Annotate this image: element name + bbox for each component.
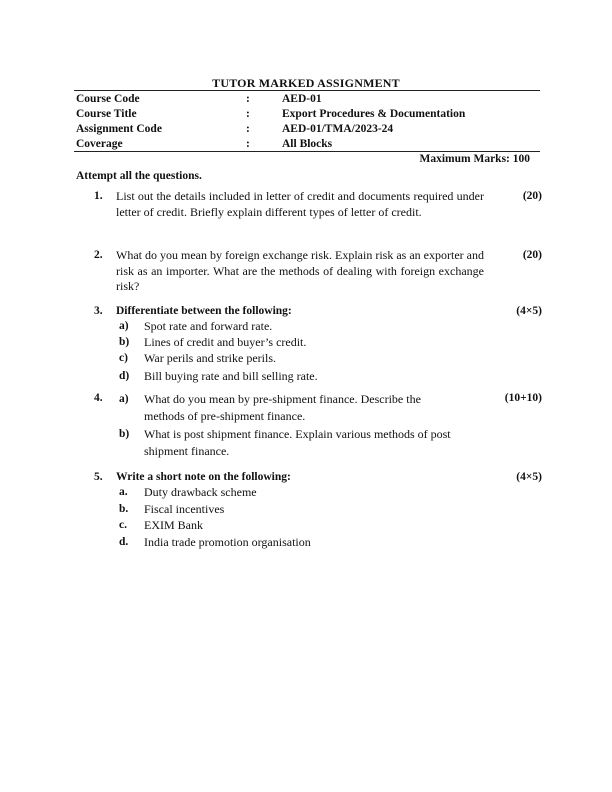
question-text: List out the details included in letter of credit and documents required under letter of credit. Briefly explain different types of letter of credit.: [116, 189, 484, 219]
sub-question-text: Fiscal incentives: [144, 502, 225, 516]
separator-colon: :: [246, 92, 250, 105]
question-number: 2.: [94, 249, 103, 261]
course-info-table: [74, 90, 540, 152]
separator-colon: :: [246, 107, 250, 120]
assignment-code-row: [74, 121, 540, 136]
separator-colon: :: [246, 122, 250, 135]
coverage-value: All Blocks: [282, 137, 333, 150]
sub-question-label: b): [119, 428, 130, 440]
question-marks: (20): [522, 190, 542, 202]
question-number: 3.: [94, 305, 103, 317]
sub-question-label: c): [119, 352, 128, 364]
separator-colon: :: [246, 137, 250, 150]
sub-question-label: c.: [119, 519, 127, 531]
sub-question-label: d): [119, 370, 130, 382]
question-marks: (20): [522, 249, 542, 261]
question-marks: (4×5): [516, 305, 542, 317]
sub-question-label: b): [119, 336, 130, 348]
course-code-value: AED-01: [282, 92, 322, 105]
maximum-marks: Maximum Marks: 100: [419, 153, 530, 165]
course-title-row: [74, 106, 540, 121]
question-marks: (10+10): [504, 392, 542, 404]
question-number: 5.: [94, 471, 103, 483]
course-code-row: [74, 91, 540, 106]
assignment-code-label: Assignment Code: [76, 122, 162, 135]
sub-question-label: a): [119, 320, 129, 332]
question-text: What do you mean by foreign exchange risk. Explain risk as an exporter and risk as an importer. What are the methods of dealing with foreign exchange risk?: [116, 248, 484, 293]
sub-question-text: What is post shipment finance. Explain various methods of post shipment finance.: [144, 427, 451, 458]
instruction-text: Attempt all the questions.: [76, 170, 202, 182]
question-heading: Differentiate between the following:: [116, 305, 292, 317]
course-code-label: Course Code: [76, 92, 140, 105]
sub-question-text: Duty drawback scheme: [144, 485, 257, 499]
sub-question-text: Lines of credit and buyer’s credit.: [144, 335, 307, 349]
sub-question-text: EXIM Bank: [144, 518, 203, 532]
question-heading: Write a short note on the following:: [116, 471, 291, 483]
question-number: 4.: [94, 392, 103, 404]
sub-question-text: India trade promotion organisation: [144, 535, 311, 549]
sub-question-label: b.: [119, 503, 129, 515]
question-number: 1.: [94, 190, 103, 202]
coverage-row: [74, 136, 540, 151]
sub-question-text: Bill buying rate and bill selling rate.: [144, 369, 318, 383]
course-title-value: Export Procedures & Documentation: [282, 107, 466, 120]
sub-question-label: a): [119, 393, 129, 405]
sub-question-text: Spot rate and forward rate.: [144, 319, 273, 333]
assignment-code-value: AED-01/TMA/2023-24: [282, 122, 394, 135]
coverage-label: Coverage: [76, 137, 123, 150]
sub-question-text: War perils and strike perils.: [144, 351, 276, 365]
sub-question-label: a.: [119, 486, 128, 498]
sub-question-text: What do you mean by pre-shipment finance. Describe the methods of pre-shipment finance.: [144, 392, 421, 423]
document-title: TUTOR MARKED ASSIGNMENT: [212, 76, 400, 90]
sub-question-label: d.: [119, 536, 129, 548]
question-marks: (4×5): [516, 471, 542, 483]
course-title-label: Course Title: [76, 107, 137, 120]
